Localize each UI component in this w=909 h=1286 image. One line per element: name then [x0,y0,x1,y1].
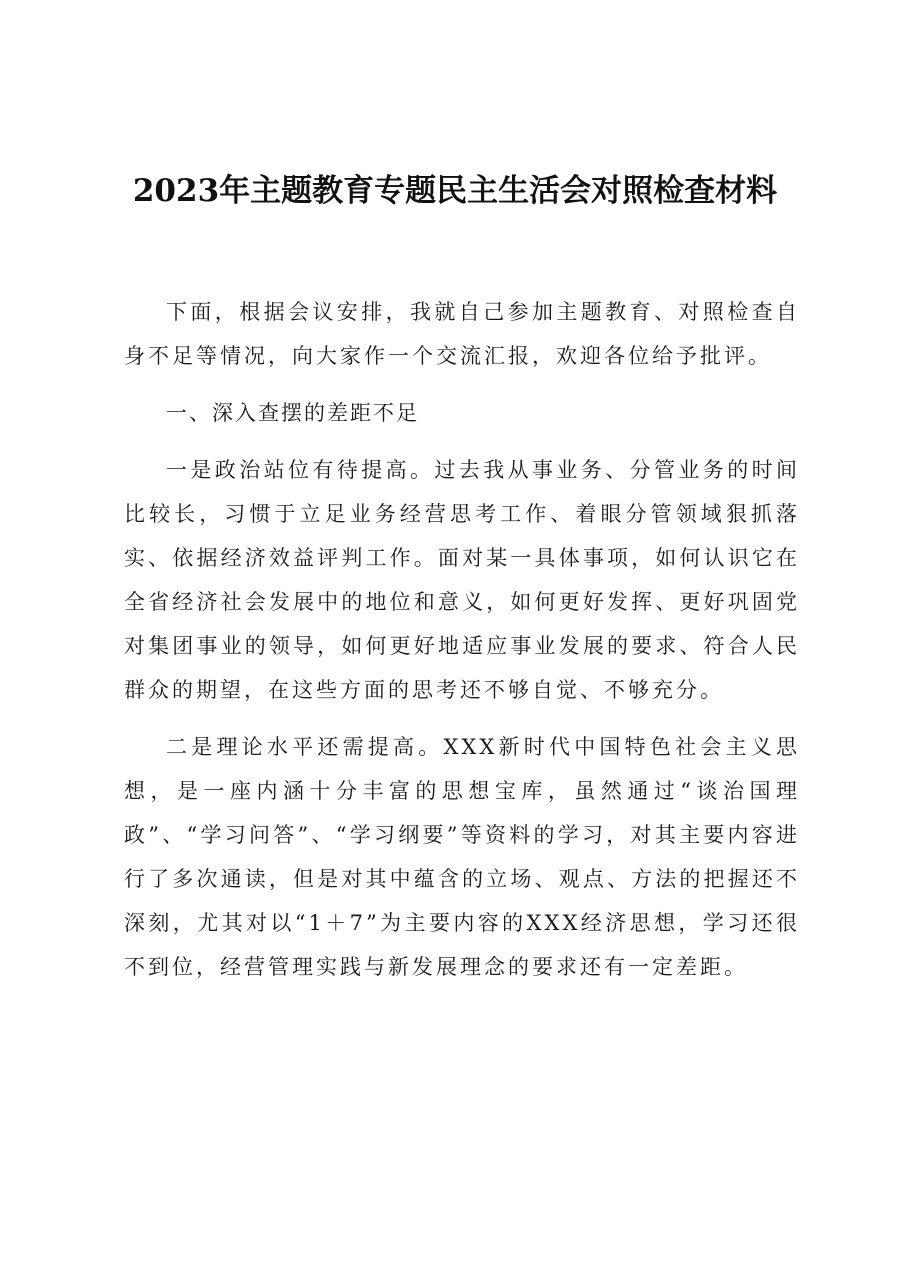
section-heading: 一、深入查摆的差距不足 [166,401,419,425]
document-title: 2023年主题教育专题民主生活会对照检查材料 [132,173,778,209]
paragraph-theory-level: 二是理论水平还需提高。XXX新时代中国特色社会主义思想，是一座内涵十分丰富的思想宝库，虽然通过“谈治国理政”、“学习问答”、“学习纲要”等资料的学习，对其主要内容进行了多次通读，但是对其中蕴含的立场、观点、方法的把握还不深刻，尤其对以“1＋7”为主要内容的XXX经济思想，学习还很不到位，经营管理实践与新发展理念的要求还有一定差距。 [124,735,800,979]
intro-paragraph: 下面，根据会议安排，我就自己参加主题教育、对照检查自身不足等情况，向大家作一个交流汇报，欢迎各位给予批评。 [124,300,800,368]
document-body [124,290,800,1002]
paragraph-political-stance: 一是政治站位有待提高。过去我从事业务、分管业务的时间比较长，习惯于立足业务经营思考工作、着眼分管领域狠抓落实、依据经济效益评判工作。面对某一具体事项，如何认识它在全省经济社会发展中的地位和意义，如何更好发挥、更好巩固党对集团事业的领导，如何更好地适应事业发展的要求、符合人民群众的期望，在这些方面的思考还不够自觉、不够充分。 [124,458,800,702]
